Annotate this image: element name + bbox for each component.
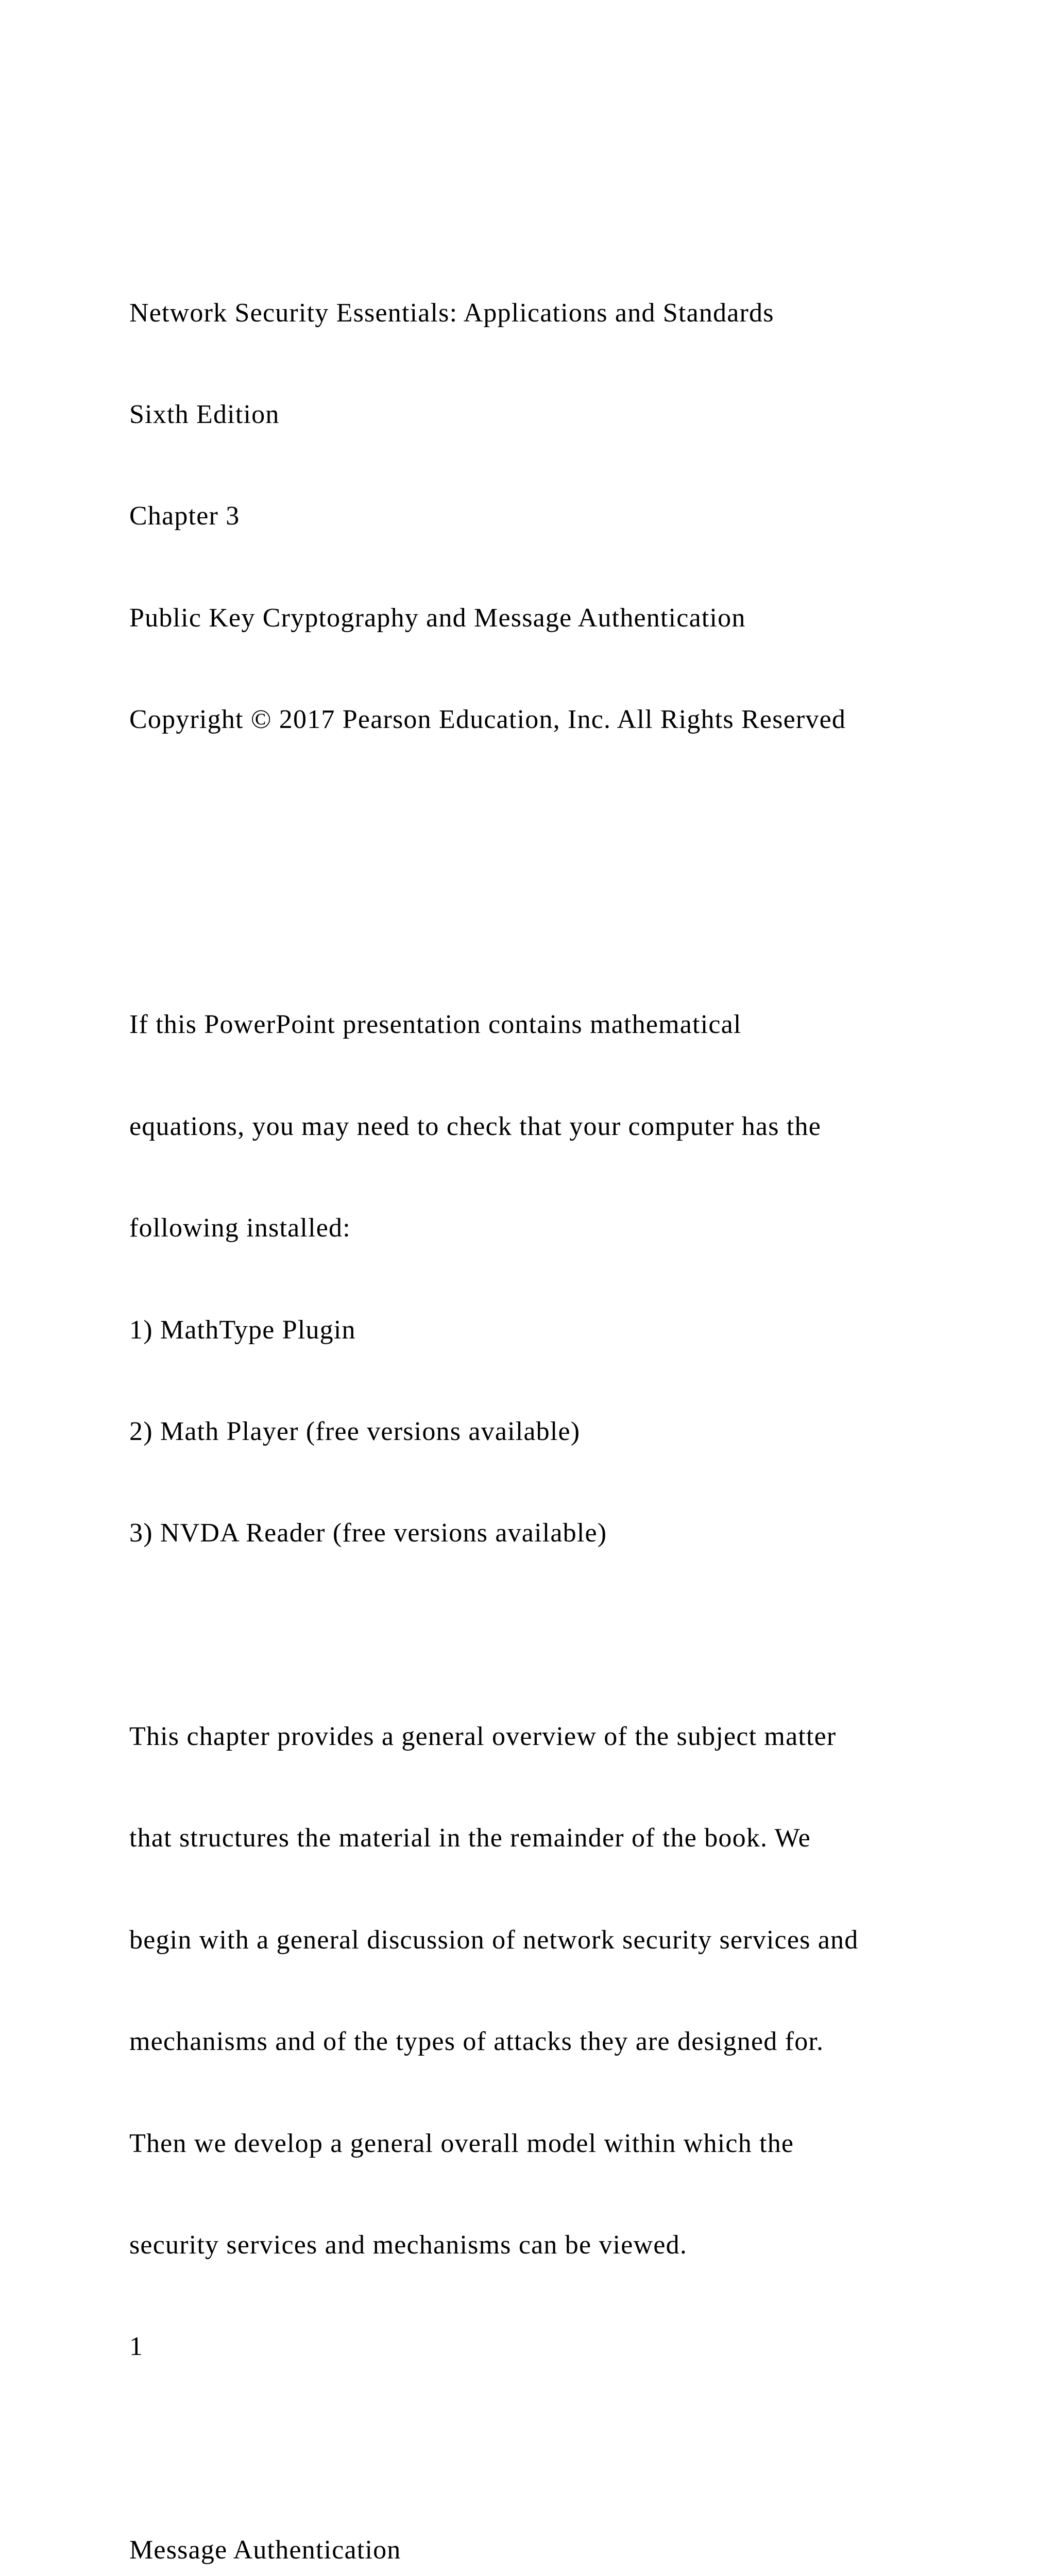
- paragraph-line: If this PowerPoint presentation contains mathematical: [129, 1010, 742, 1040]
- chapter-title: Public Key Cryptography and Message Authentication: [129, 603, 746, 633]
- paragraph-line: mechanisms and of the types of attacks they are designed for.: [129, 2027, 824, 2057]
- paragraph-line: security services and mechanisms can be viewed.: [129, 2230, 688, 2260]
- document-title: Network Security Essentials: Applications and Standards: [129, 298, 774, 328]
- paragraph-line: This chapter provides a general overview of the subject matter: [129, 1722, 837, 1752]
- blank-line: [129, 805, 1046, 839]
- paragraph-line: that structures the material in the remainder of the book. We: [129, 1823, 811, 1853]
- paragraph-line: equations, you may need to check that your computer has the: [129, 1111, 821, 1141]
- copyright-line: Copyright © 2017 Pearson Education, Inc. All Rights Reserved: [129, 705, 846, 735]
- blank-line: [129, 906, 1046, 940]
- edition-line: Sixth Edition: [129, 399, 280, 429]
- blank-line: [129, 2432, 1046, 2466]
- list-item: 2) Math Player (free versions available): [129, 1416, 581, 1446]
- slide-number: 1: [129, 2332, 144, 2362]
- list-item: 1) MathType Plugin: [129, 1315, 356, 1345]
- paragraph-line: begin with a general discussion of network security services and: [129, 1925, 859, 1955]
- paragraph-line: following installed:: [129, 1213, 351, 1243]
- paragraph-line: Then we develop a general overall model within which the: [129, 2128, 794, 2158]
- chapter-line: Chapter 3: [129, 501, 240, 531]
- list-item: 3) NVDA Reader (free versions available): [129, 1518, 607, 1548]
- blank-line: [129, 1618, 1046, 1652]
- section-heading: Message Authentication: [129, 2535, 401, 2565]
- document-text: [129, 228, 1046, 2576]
